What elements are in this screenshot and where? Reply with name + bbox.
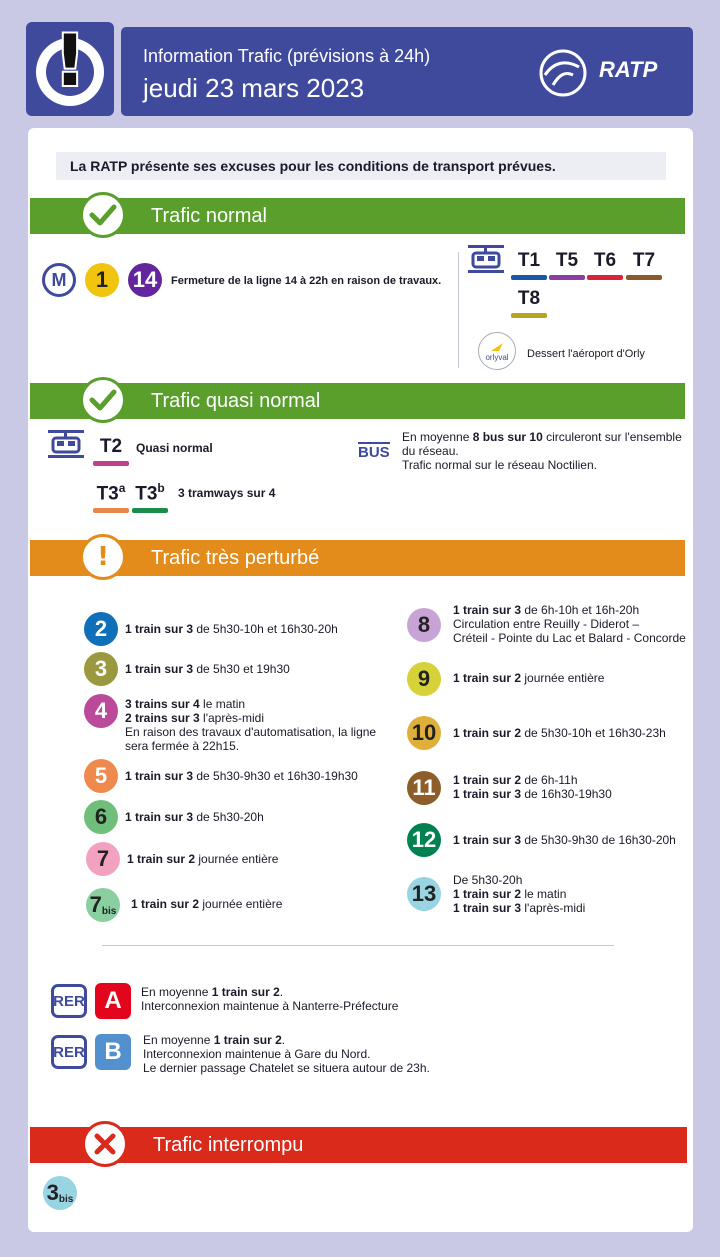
metro-rer-divider (102, 945, 614, 946)
metro-line-3: 3 (84, 652, 118, 686)
metro-line-2: 2 (84, 612, 118, 646)
line-12-note: 1 train sur 3 de 5h30-9h30 de 16h30-20h (453, 833, 676, 847)
metro-line-12: 12 (407, 823, 441, 857)
metro-line-8: 8 (407, 608, 441, 642)
line-10-note: 1 train sur 2 de 5h30-10h et 16h30-23h (453, 726, 666, 740)
rer-icon: RER (51, 1035, 87, 1069)
tram-t3b: T3$^b$ (132, 481, 168, 513)
tram-t3a: T3$^a$ (93, 481, 129, 513)
ratp-logo-icon (539, 49, 587, 97)
bus-note: En moyenne 8 bus sur 10 circuleront sur l'ensemble du réseau. Trafic normal sur le réseau Noctilien. (402, 430, 682, 472)
line-11-note: 1 train sur 2 de 6h-11h 1 train sur 3 de 16h30-19h30 (453, 773, 612, 801)
metro-line-3bis: 3 $_{bis}$ (43, 1176, 77, 1210)
t3-note: 3 tramways sur 4 (178, 486, 276, 500)
header-banner (121, 27, 693, 116)
section-quasi-bar (30, 383, 685, 419)
line-2-note: 1 train sur 3 de 5h30-10h et 16h30-20h (125, 622, 338, 636)
metro-line-4: 4 (84, 694, 118, 728)
metro-line-9: 9 (407, 662, 441, 696)
metro-line-6: 6 (84, 800, 118, 834)
metro-line-5: 5 (84, 759, 118, 793)
line-9-note: 1 train sur 2 journée entière (453, 671, 605, 685)
rer-line-a: A (95, 983, 131, 1019)
line-13-note: De 5h30-20h 1 train sur 2 le matin 1 train sur 3 l'après-midi (453, 873, 586, 915)
metro-icon: M (42, 263, 76, 297)
tram-icon (48, 430, 84, 458)
line-7-note: 1 train sur 2 journée entière (127, 852, 279, 866)
orlyval-logo: orlyval (478, 332, 516, 370)
tram-t8: T8 (511, 288, 547, 318)
header-title: Information Trafic (prévisions à 24h) (143, 46, 431, 66)
normal-divider (458, 252, 459, 368)
line-7bis-note: 1 train sur 2 journée entière (131, 897, 283, 911)
metro-line-13: 13 (407, 877, 441, 911)
tram-t1: T1 (511, 250, 547, 280)
section-quasi-title: Trafic quasi normal (151, 390, 321, 412)
rer-b-note: En moyenne 1 train sur 2. Interconnexion maintenue à Gare du Nord. Le dernier passage Chatelet se situera autour de 23h. (143, 1033, 430, 1075)
metro-line-7bis: 7 $_{bis}$ (86, 888, 120, 922)
metro-line-14: 14 (128, 263, 162, 297)
tram-icon (468, 245, 504, 273)
line-3-note: 1 train sur 3 de 5h30 et 19h30 (125, 662, 290, 676)
close-icon (82, 1121, 128, 1167)
metro-line-7: 7 (86, 842, 120, 876)
line-6-note: 1 train sur 3 de 5h30-20h (125, 810, 264, 824)
exclamation-icon: ! (54, 20, 86, 102)
warning-icon: ! (80, 534, 126, 580)
section-perturbe-title: Trafic très perturbé (151, 547, 320, 569)
section-interrompu-title: Trafic interrompu (153, 1134, 304, 1156)
tram-t7: T7 (626, 250, 662, 280)
apology-message: La RATP présente ses excuses pour les conditions de transport prévues. (56, 152, 666, 180)
metro-line-1: 1 (85, 263, 119, 297)
tram-t5: T5 (549, 250, 585, 280)
orlyval-note: Dessert l'aéroport d'Orly (527, 348, 645, 360)
bus-icon: BUS (358, 444, 390, 461)
section-normal-bar (30, 198, 685, 234)
check-icon (80, 192, 126, 238)
rer-line-b: B (95, 1034, 131, 1070)
check-icon (80, 377, 126, 423)
line-5-note: 1 train sur 3 de 5h30-9h30 et 16h30-19h30 (125, 769, 358, 783)
section-normal-title: Trafic normal (151, 205, 267, 227)
header-date: jeudi 23 mars 2023 (143, 73, 365, 103)
line-14-note: Fermeture de la ligne 14 à 22h en raison de travaux. (171, 275, 442, 287)
line-8-note: 1 train sur 3 de 6h-10h et 16h-20h Circulation entre Reuilly - Diderot – Créteil - Pointe du Lac et Balard - Concorde (453, 603, 686, 645)
metro-line-10: 10 (407, 716, 441, 750)
alert-tile (26, 22, 114, 116)
rer-icon: RER (51, 984, 87, 1018)
tram-t2: T2 (93, 436, 129, 466)
orlyval-arrow-icon (489, 341, 505, 353)
tram-t6: T6 (587, 250, 623, 280)
section-perturbe-bar (30, 540, 685, 576)
t2-note: Quasi normal (136, 441, 213, 455)
brand-name: RATP (599, 57, 658, 82)
line-4-note: 3 trains sur 4 le matin 2 trains sur 3 l'après-midi En raison des travaux d'automatisation, la ligne sera fermée à 22h15. (125, 697, 377, 753)
metro-line-11: 11 (407, 771, 441, 805)
section-interrompu-bar (30, 1127, 687, 1163)
rer-a-note: En moyenne 1 train sur 2. Interconnexion maintenue à Nanterre-Préfecture (141, 985, 399, 1013)
